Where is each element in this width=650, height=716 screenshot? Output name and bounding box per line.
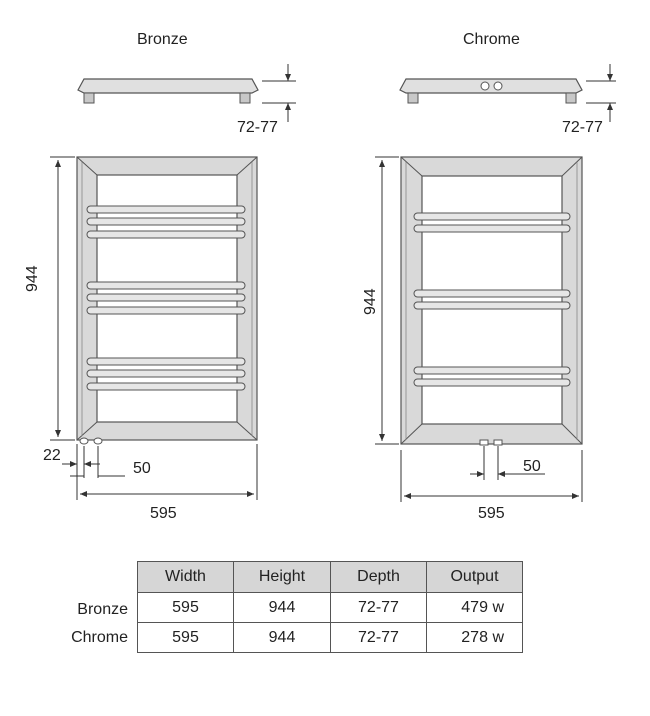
cell-width: 595 [138, 623, 234, 653]
cell-depth: 72-77 [331, 593, 427, 623]
header-depth: Depth [331, 562, 427, 593]
bronze-offset-label: 22 [43, 447, 61, 464]
output-value: 278 [461, 628, 488, 646]
bronze-title: Bronze [137, 31, 188, 48]
row-name-bronze: Bronze [77, 601, 128, 618]
cell-depth: 72-77 [331, 623, 427, 653]
row-name-chrome: Chrome [71, 629, 128, 646]
table-row [138, 623, 523, 653]
chrome-depth-label: 72-77 [562, 119, 603, 136]
bronze-width-label: 595 [150, 505, 177, 522]
cell-height: 944 [234, 593, 331, 623]
header-output: Output [427, 562, 523, 593]
bronze-depth-label: 72-77 [237, 119, 278, 136]
bronze-front-view [50, 157, 257, 500]
spec-table [137, 561, 523, 653]
chrome-front-view [375, 157, 582, 502]
chrome-width-label: 595 [478, 505, 505, 522]
spec-table-header [138, 562, 523, 593]
bronze-height-label: 944 [24, 265, 41, 292]
table-row [138, 593, 523, 623]
chrome-top-view [400, 64, 616, 122]
output-unit: w [492, 628, 504, 646]
bronze-top-view [78, 64, 296, 122]
output-value: 479 [461, 598, 488, 616]
chrome-height-label: 944 [362, 288, 379, 315]
header-height: Height [234, 562, 331, 593]
chrome-pipe-centres-label: 50 [523, 458, 541, 475]
cell-height: 944 [234, 623, 331, 653]
header-width: Width [138, 562, 234, 593]
output-unit: w [492, 598, 504, 616]
chrome-title: Chrome [463, 31, 520, 48]
cell-output [427, 593, 523, 623]
bronze-pipe-centres-label: 50 [133, 460, 151, 477]
cell-output [427, 623, 523, 653]
cell-width: 595 [138, 593, 234, 623]
